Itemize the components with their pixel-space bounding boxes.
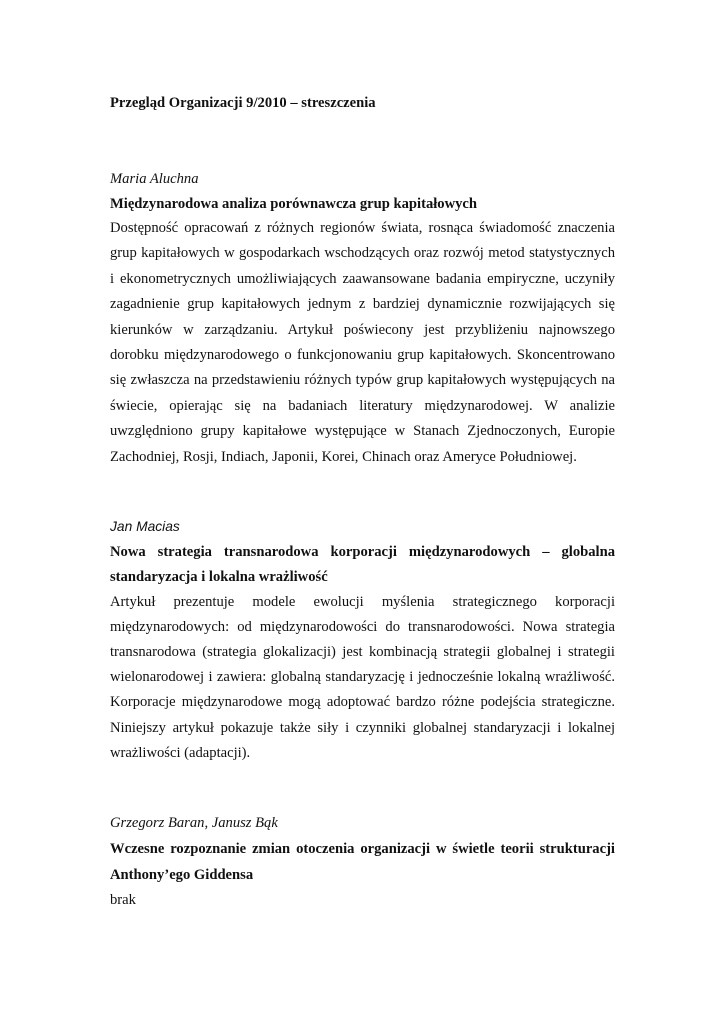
article-title: Nowa strategia transnarodowa korporacji międzynarodowych – globalna standaryzacja i lokalna wrażliwość [110,543,615,585]
article-entry [110,515,615,766]
article-author: Maria Aluchna [110,171,199,187]
article-abstract: Artykuł prezentuje modele ewolucji myślenia strategicznego korporacji międzynarodowych: od międzynarodowości do transnarodowości. Nowa strategia transnarodowa (strategia glokalizacji) jest kombinacją strategii globalnej i strategii wielonarodowej i zawiera: globalną standaryzację i jednocześnie lokalną wrażliwość. Korporacje międzynarodowe mogą adoptować bardzo różne podejścia strategiczne. Niniejszy artykuł pokazuje także siły i czynniki globalnej standaryzacji i lokalnej wrażliwości (adaptacji). [110,593,615,761]
document-title: Przegląd Organizacji 9/2010 – streszczenia [110,95,376,111]
article-entry [110,167,615,470]
article-abstract: Dostępność opracowań z różnych regionów świata, rosnąca świadomość znaczenia grup kapitałowych w gospodarkach wschodzących oraz rozwój metod statystycznych i ekonometrycznych umożliwiających zaawansowane badania empiryczne, uczyniły zagadnienie grup kapitałowych jednym z bardziej dynamicznie rozwijających się kierunków w zarządzaniu. Artykuł poświecony jest przybliżeniu najnowszego dorobku międzynarodowego o funkcjonowaniu grup kapitałowych. Skoncentrowano się zwłaszcza na przedstawieniu różnych typów grup kapitałowych występujących na świecie, opierając się na badaniach literatury międzynarodowej. W analizie uwzględniono grupy kapitałowe występujące w Stanach Zjednoczonych, Europie Zachodniej, Rosji, Indiach, Japonii, Korei, Chinach oraz Ameryce Południowej. [110,220,615,465]
article-entry [110,811,615,913]
article-title: Międzynarodowa analiza porównawcza grup kapitałowych [110,195,478,212]
article-author: Grzegorz Baran, Janusz Bąk [110,815,278,831]
article-abstract: brak [110,891,136,908]
article-author: Jan Macias [110,519,180,534]
article-title: Wczesne rozpoznanie zmian otoczenia organizacji w świetle teorii strukturacji Anthony’ego Giddensa [110,840,615,883]
